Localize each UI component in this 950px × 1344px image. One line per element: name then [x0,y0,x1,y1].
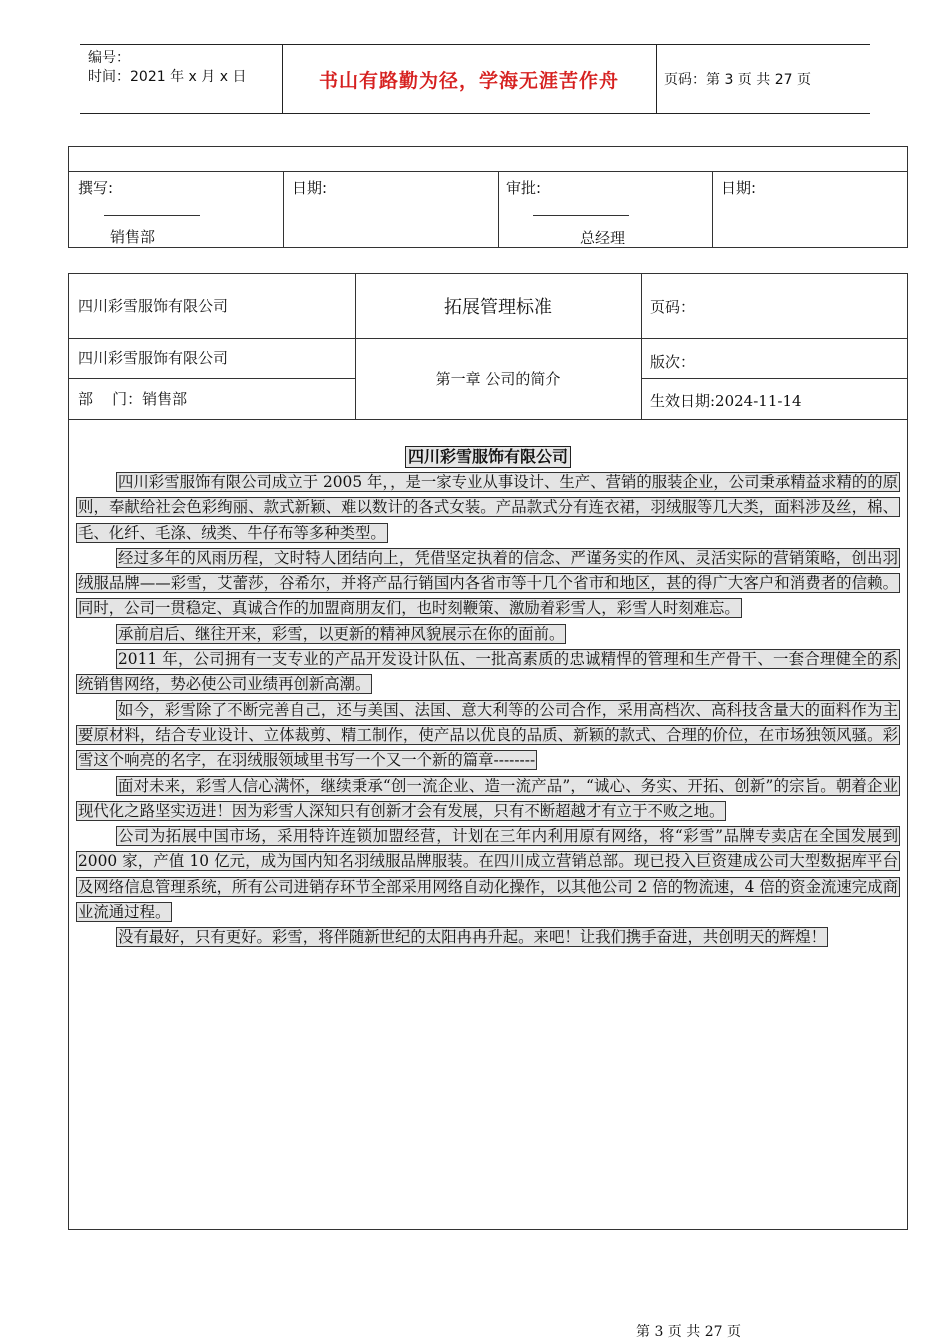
approver-signature-line [533,215,629,216]
company-name: 四川彩雪服饰有限公司 [78,349,229,367]
paragraph [76,774,900,825]
signoff-table [68,146,908,248]
document-body [76,440,900,951]
paragraph [76,647,900,698]
header-motto: 书山有路勤为径，学海无涯苦作舟 [318,69,619,92]
header-row-divider [641,378,907,379]
effective-date: 生效日期:2024-11-14 [650,392,802,410]
paragraph [76,824,900,925]
body-title: 四川彩雪服饰有限公司 [405,446,571,468]
header-page-info: 页码：第 3 页 共 27 页 [664,72,811,88]
signoff-col-divider [498,171,499,247]
paragraph [76,622,900,647]
paragraph [76,925,900,950]
approve-label: 审批: [506,179,542,197]
time-line: 时间：2021 年 x 月 x 日 [88,69,247,85]
header-row-divider [69,338,907,339]
top-header [80,44,870,114]
approver-role: 总经理 [580,229,626,247]
signoff-row-divider [69,171,907,172]
signoff-col-divider [283,171,284,247]
header-divider [656,45,657,113]
page-footer: 第 3 页 共 27 页 [636,1324,741,1340]
header-bottom-divider [69,419,907,420]
author-label: 撰写: [78,179,114,197]
paragraph-text: 公司为拓展中国市场，采用特许连锁加盟经营，计划在三年内利用原有网络，将“彩雪”品牌专卖店在全国发展到 2000 家，产值 10 亿元，成为国内知名羽绒服品牌服装。在四川成立营销总部。现已投入巨资建成公司大型数据库平台及网络信息管理系统，所有公司进销存环节全部采用网络自动化操作，以其他公司 2 倍的物流速，4 倍的资金流速完成商业流通过程。 [78,827,898,922]
paragraph-text: 2011 年，公司拥有一支专业的产品开发设计队伍、一批高素质的忠诚精悍的管理和生产骨干、一套合理健全的系统销售网络，势必使公司业绩再创新高潮。 [78,650,898,694]
author-signature-line [104,215,200,216]
paragraph [76,470,900,546]
company-name: 四川彩雪服饰有限公司 [78,297,229,315]
department: 部 门：销售部 [78,390,188,408]
paragraph-text: 如今，彩雪除了不断完善自己，还与美国、法国、意大利等的公司合作，采用高档次、高科技含量大的面料作为主要原材料，结合专业设计、立体裁剪、精工制作，使产品以优良的品质、新颖的款式、合理的价位，在市场独领风骚。彩雪这个响亮的名字，在羽绒服领域里书写一个又一个新的篇章-------- [78,700,898,770]
signoff-col-divider [712,171,713,247]
paragraph-text: 承前启后、继往开来，彩雪，以更新的精神风貌展示在你的面前。 [118,624,565,643]
paragraph-text: 没有最好，只有更好。彩雪，将伴随新世纪的太阳冉冉升起。来吧！让我们携手奋进，共创明天的辉煌！ [118,928,826,947]
header-col-divider [641,274,642,419]
header-row-divider [69,378,355,379]
paragraph [76,698,900,774]
paragraph-text: 面对未来，彩雪人信心满怀，继续秉承“创一流企业、造一流产品”，“诚心、务实、开拓、创新”的宗旨。朝着企业现代化之路坚实迈进！因为彩雪人深知只有创新才会有发展，只有不断超越才有立于不败之地。 [78,776,898,820]
document-title: 拓展管理标准 [444,297,552,318]
paragraph-text: 四川彩雪服饰有限公司成立于 2005 年，，是一家专业从事设计、生产、营销的服装企业，公司秉承精益求精的的原则，奉献给社会色彩绚丽、款式新颖、难以数计的各式女装。产品款式分有连衣裙，羽绒服等几大类，面料涉及丝，棉、毛、化纤、毛涤、绒类、牛仔布等多种类型。 [78,473,899,542]
paragraph-text: 经过多年的风雨历程，文时特人团结向上，凭借坚定执着的信念、严谨务实的作风、灵活实际的营销策略，创出羽绒服品牌——彩雪，艾蕾莎，谷希尔，并将产品行销国内各省市等十几个省市和地区，甚的得广大客户和消费者的信赖。同时，公司一贯稳定、真诚合作的加盟商朋友们，也时刻鞭策、激励着彩雪人，彩雪人时刻难忘。 [78,548,898,618]
version-label: 版次： [650,353,696,371]
chapter-title: 第一章 公司的简介 [435,370,561,388]
author-role: 销售部 [110,228,156,246]
paragraph [76,546,900,622]
doc-number-label: 编号： [88,50,130,66]
header-meta [88,49,246,87]
date-label: 日期: [292,179,328,197]
page-label: 页码： [650,298,696,316]
body-title-row [76,446,900,468]
date-label: 日期: [721,179,757,197]
